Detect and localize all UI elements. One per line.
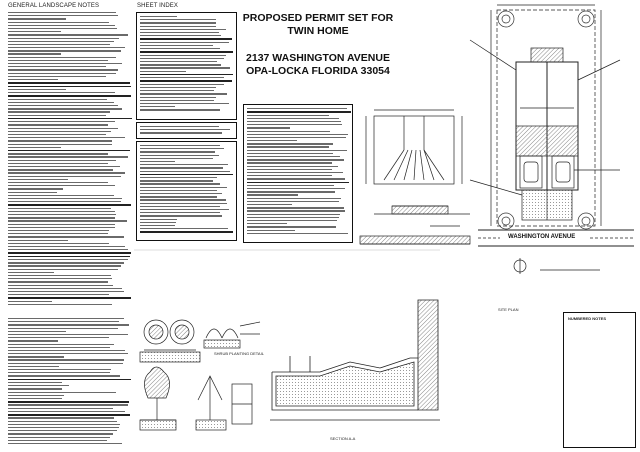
- planting-details: [140, 320, 260, 430]
- project-address-line-2: OPA-LOCKA FLORIDA 33054: [246, 65, 390, 77]
- project-title-line-1: PROPOSED PERMIT SET FOR: [242, 12, 394, 24]
- landscape-notes-title: GENERAL LANDSCAPE NOTES: [8, 3, 100, 9]
- section-a-a: [270, 300, 440, 420]
- project-title-line-2: TWIN HOME: [287, 25, 349, 37]
- site-plan: [470, 5, 634, 274]
- project-address-line-1: 2137 WASHINGTON AVENUE: [246, 52, 390, 64]
- street-label: WASHINGTON AVENUE: [508, 234, 576, 240]
- section-label: SECTION A-A: [330, 436, 356, 441]
- numbered-notes-title: NUMBERED NOTES: [568, 316, 607, 321]
- sheet-index-title: SHEET INDEX: [137, 3, 178, 9]
- shrub-detail-label: SHRUB PLANTING DETAIL: [214, 351, 264, 356]
- site-plan-label: SITE PLAN: [498, 307, 519, 312]
- driveway-apron-detail: [360, 110, 470, 244]
